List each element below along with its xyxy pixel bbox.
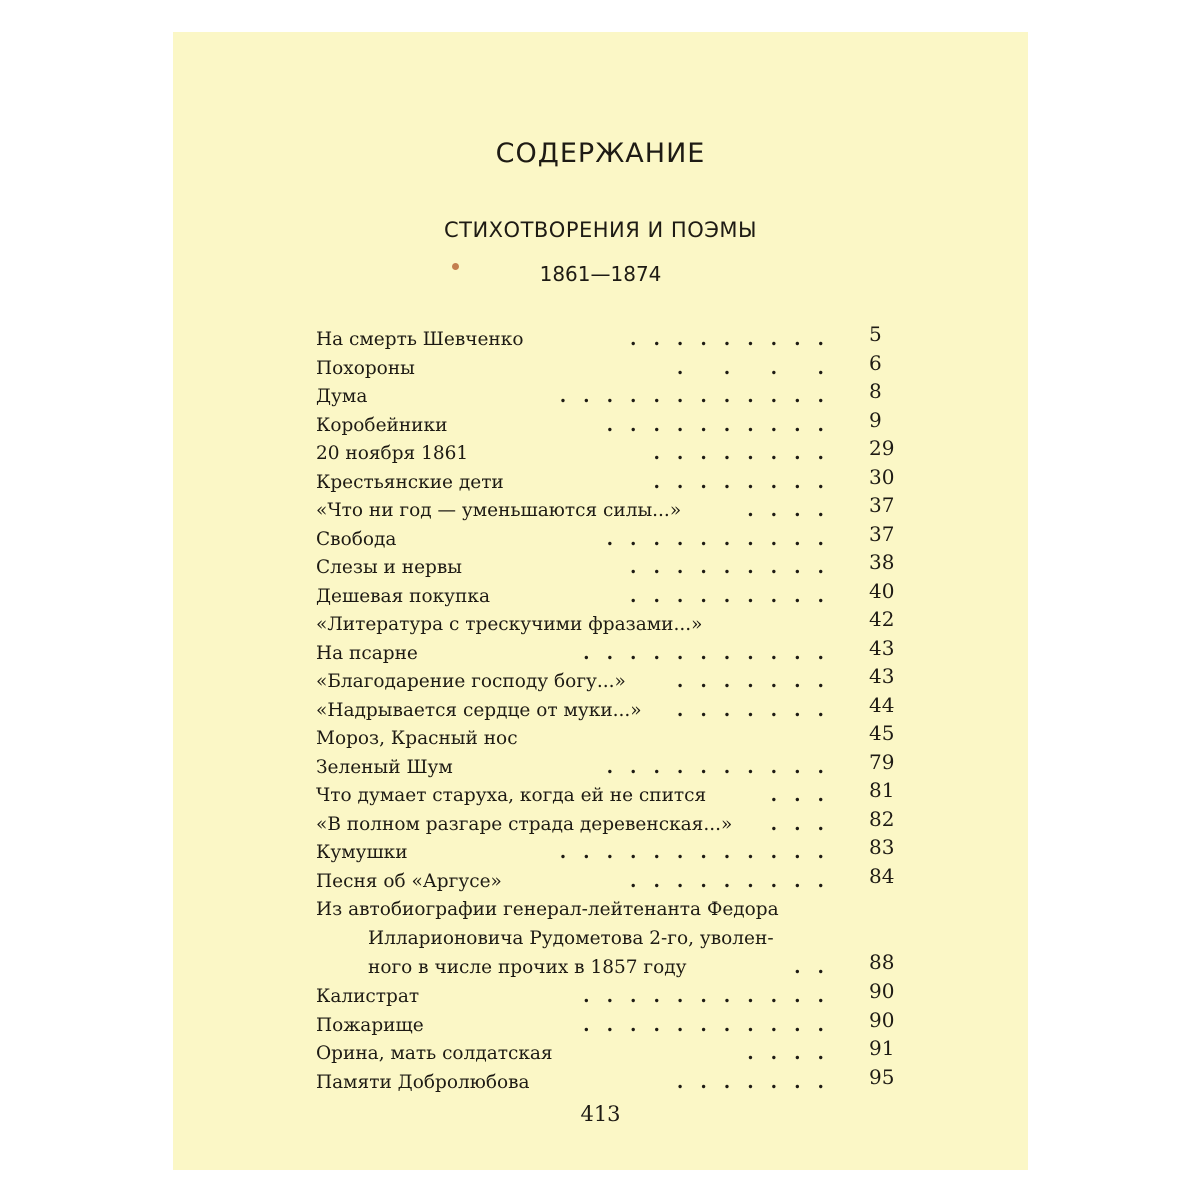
toc-entry (316, 578, 901, 612)
entry-page: 83 (869, 835, 895, 859)
toc-entry (316, 778, 901, 811)
entry-title: Пожарище (316, 1014, 424, 1036)
leader-dots: ........... (583, 986, 841, 1007)
toc-entry (316, 407, 901, 441)
entry-title: «В полном разгаре страда деревенская...» (316, 813, 733, 835)
entry-page: 91 (869, 1036, 895, 1060)
entry-page: 90 (869, 1007, 895, 1032)
toc-entry-multiline (316, 950, 901, 983)
entry-title: Кумушки (316, 842, 408, 863)
entry-title: Дума (316, 386, 368, 407)
entry-page: 9 (869, 407, 882, 432)
entry-title-line: Из автобиографии генерал-лейтенанта Федора (316, 899, 779, 920)
entry-title: Слезы и нервы (316, 557, 463, 578)
entry-page: 37 (869, 521, 895, 546)
toc-entry (316, 350, 901, 384)
entry-page: 8 (869, 379, 882, 403)
toc-entry (316, 1007, 901, 1041)
entry-title: Свобода (316, 528, 397, 550)
toc-entry (316, 521, 901, 555)
toc-entry (316, 749, 901, 783)
entry-page: 38 (869, 550, 895, 574)
leader-dots: .... (747, 500, 841, 521)
entry-title: «Что ни год — уменьшаются силы...» (316, 500, 682, 521)
section-years: 1861—1874 (539, 262, 662, 286)
entry-page: 6 (869, 350, 882, 375)
toc-entry (316, 806, 901, 840)
entry-page: 40 (869, 578, 895, 603)
leader-dots: ......... (630, 329, 841, 350)
leader-dots: ... (770, 813, 841, 835)
toc-entry-multiline (316, 925, 901, 954)
entry-page: 42 (869, 607, 895, 631)
entry-title-line: ного в числе прочих в 1857 году (368, 957, 687, 978)
toc-entry (316, 1036, 901, 1069)
entry-title: Калистрат (316, 986, 420, 1007)
entry-title: «Благодарение господу богу...» (316, 671, 626, 692)
leader-dots: .... (747, 1043, 841, 1064)
toc-entry (316, 1064, 901, 1098)
entry-title: Что думает старуха, когда ей не спится (316, 785, 707, 806)
leader-dots: ............ (559, 386, 841, 407)
leader-dots: .......... (606, 756, 841, 778)
entry-title: На смерть Шевченко (316, 329, 524, 350)
entry-page: 43 (869, 635, 895, 660)
leader-dots: ....... (676, 699, 841, 721)
leader-dots: ........ (653, 443, 841, 464)
toc-entry-multiline (316, 896, 901, 925)
page-number: 413 (580, 1102, 621, 1126)
leader-dots: ............ (559, 842, 841, 863)
entry-title: Похороны (316, 357, 415, 379)
toc-entry (316, 379, 901, 412)
book-page (173, 32, 1028, 1170)
entry-title: Дешевая покупка (316, 585, 490, 607)
toc-entry (316, 835, 901, 868)
leader-dots: ......... (630, 557, 841, 578)
table-of-contents (316, 322, 901, 1097)
toc-entry (316, 464, 901, 498)
entry-title: «Литература с трескучими фразами...» (316, 614, 703, 635)
leader-dots: ....... (676, 1071, 841, 1093)
entry-page: 82 (869, 806, 895, 831)
entry-page: 45 (869, 721, 895, 745)
entry-page: 88 (869, 950, 895, 974)
entry-page: 44 (869, 692, 895, 717)
entry-title: 20 ноября 1861 (316, 443, 469, 464)
entry-page: 5 (869, 322, 882, 346)
leader-dots: . . . . (676, 357, 841, 379)
entry-title-line: Илларионовича Рудометова 2-го, уволен- (368, 928, 774, 949)
toc-entry (316, 550, 901, 583)
leader-dots: ......... (630, 870, 841, 892)
toc-entry (316, 607, 901, 640)
entry-page: 79 (869, 749, 895, 774)
leader-dots: ........... (583, 642, 841, 664)
entry-page: 81 (869, 778, 895, 802)
leader-dots: ........ (653, 471, 841, 493)
toc-entry (316, 692, 901, 726)
entry-page: 29 (869, 436, 895, 460)
leader-dots: ......... (630, 585, 841, 607)
entry-page: 84 (869, 863, 895, 888)
entry-title: На псарне (316, 642, 418, 664)
entry-title: Зеленый Шум (316, 756, 453, 778)
entry-title: Песня об «Аргусе» (316, 870, 502, 892)
leader-dots: ... (770, 785, 841, 806)
toc-entry (316, 322, 901, 355)
toc-entry (316, 664, 901, 697)
section-title: СТИХОТВОРЕНИЯ И ПОЭМЫ (443, 218, 758, 242)
leader-dots: .......... (606, 414, 841, 436)
toc-entry (316, 863, 901, 897)
leader-dots: ........... (583, 1014, 841, 1036)
entry-title: Крестьянские дети (316, 471, 504, 493)
toc-entry (316, 721, 901, 754)
toc-entry (316, 493, 901, 526)
entry-title: Коробейники (316, 414, 448, 436)
entry-page: 90 (869, 979, 895, 1003)
entry-title: Орина, мать солдатская (316, 1043, 553, 1064)
leader-dots: .. (794, 957, 841, 978)
entry-page: 95 (869, 1064, 895, 1089)
leader-dots: .......... (606, 528, 841, 550)
toc-entry (316, 979, 901, 1012)
page-title: СОДЕРЖАНИЕ (495, 138, 706, 169)
entry-title: Памяти Добролюбова (316, 1071, 530, 1093)
toc-entry (316, 635, 901, 669)
leader-dots: ....... (676, 671, 841, 692)
entry-title: Мороз, Красный нос (316, 728, 518, 749)
entry-title: «Надрывается сердце от муки...» (316, 699, 642, 721)
toc-entry (316, 436, 901, 469)
entry-page: 43 (869, 664, 895, 688)
entry-page: 37 (869, 493, 895, 517)
entry-page: 30 (869, 464, 895, 489)
